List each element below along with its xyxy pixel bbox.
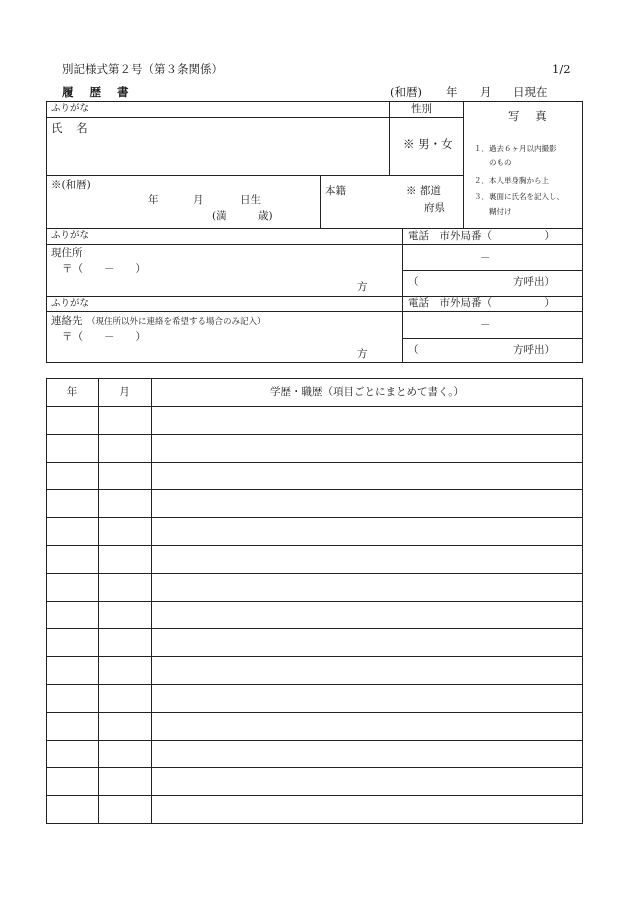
history-row[interactable] [155, 629, 581, 655]
address-furigana-label: ふりがな [51, 230, 90, 241]
date-era: (和暦) [390, 85, 422, 99]
form-reference: 別記様式第２号（第３条関係） [62, 62, 223, 76]
address-furigana-field[interactable] [47, 229, 402, 244]
history-row[interactable] [155, 518, 581, 544]
age-open-label: (満 [212, 210, 227, 222]
name-field[interactable] [47, 118, 389, 175]
contact-postal: 〒（ － ） [62, 331, 146, 343]
name-label: 氏 名 [51, 121, 93, 135]
birth-month-label: 月 [193, 194, 204, 206]
name-furigana-label: ふりがな [51, 103, 90, 114]
photo-note: 糊付け [489, 207, 512, 216]
history-row[interactable] [155, 546, 581, 572]
history-table [46, 378, 583, 823]
contact-phone-dash: － [480, 319, 491, 331]
age-close-label: 歳) [258, 210, 273, 222]
date-year-label: 年 [446, 85, 458, 99]
photo-note: １．過去６ヶ月以内撮影 [474, 144, 557, 153]
history-row[interactable] [155, 796, 581, 822]
history-row[interactable] [155, 435, 581, 461]
history-row[interactable] [155, 574, 581, 600]
name-furigana-field[interactable] [47, 102, 389, 117]
address-phone-dash: － [480, 252, 491, 264]
contact-call-label: （ 方呼出） [408, 344, 555, 356]
contact-suffix: 方 [357, 348, 368, 360]
photo-note: ３．裏面に氏名を記入し、 [474, 192, 564, 201]
date-month-label: 月 [480, 85, 492, 99]
page-number: 1/2 [552, 62, 571, 76]
prefecture-end: 府県 [424, 202, 445, 214]
grid-line [46, 378, 583, 379]
contact-label: 連絡先 [51, 315, 83, 327]
history-col-detail: 学歴・職歴（項目ごとにまとめて書く。） [269, 386, 465, 398]
history-row[interactable] [155, 463, 581, 489]
history-row[interactable] [155, 657, 581, 683]
grid-line [46, 378, 47, 824]
grid-line [151, 378, 152, 824]
grid-line [582, 101, 583, 363]
history-row[interactable] [155, 685, 581, 711]
history-row[interactable] [155, 713, 581, 739]
address-postal: 〒（ － ） [62, 263, 146, 275]
history-row[interactable] [155, 407, 581, 433]
gender-label: 性別 [411, 103, 432, 115]
photo-note: ２．本人単身胸から上 [474, 176, 549, 185]
birth-year-label: 年 [148, 194, 159, 206]
contact-furigana-field[interactable] [47, 297, 402, 311]
grid-line [402, 296, 403, 311]
birth-day-label: 日生 [240, 194, 261, 206]
contact-furigana-label: ふりがな [51, 298, 90, 309]
contact-phone-field[interactable] [403, 312, 582, 338]
history-row[interactable] [155, 490, 581, 516]
photo-title: 写 真 [508, 109, 553, 123]
history-row[interactable] [155, 741, 581, 767]
domicile-label: 本籍 [325, 185, 346, 197]
photo-note: のもの [489, 158, 512, 167]
address-call-label: （ 方呼出） [408, 276, 555, 288]
contact-phone-label: 電話 市外局番（ ） [408, 297, 555, 309]
prefecture-mark: ※ 都道 [406, 185, 441, 197]
grid-line [46, 823, 583, 824]
history-col-year: 年 [66, 386, 78, 398]
contact-note: （現住所以外に連絡を希望する場合のみ記入） [87, 317, 266, 327]
address-phone-field[interactable] [403, 245, 582, 270]
grid-line [582, 378, 583, 824]
history-row[interactable] [155, 768, 581, 794]
grid-line [46, 362, 583, 363]
history-row[interactable] [155, 602, 581, 628]
address-label: 現住所 [51, 247, 83, 259]
grid-line [98, 378, 99, 824]
history-col-month: 月 [119, 386, 130, 398]
birth-era-label: ※(和暦) [51, 179, 91, 191]
address-phone-label: 電話 市外局番（ ） [408, 230, 555, 242]
page-title: 履 歴 書 [62, 85, 135, 99]
date-as-of-label: 日現在 [513, 85, 548, 99]
grid-line [402, 228, 403, 244]
gender-value: ※ 男・女 [403, 137, 453, 151]
address-suffix: 方 [357, 281, 368, 293]
